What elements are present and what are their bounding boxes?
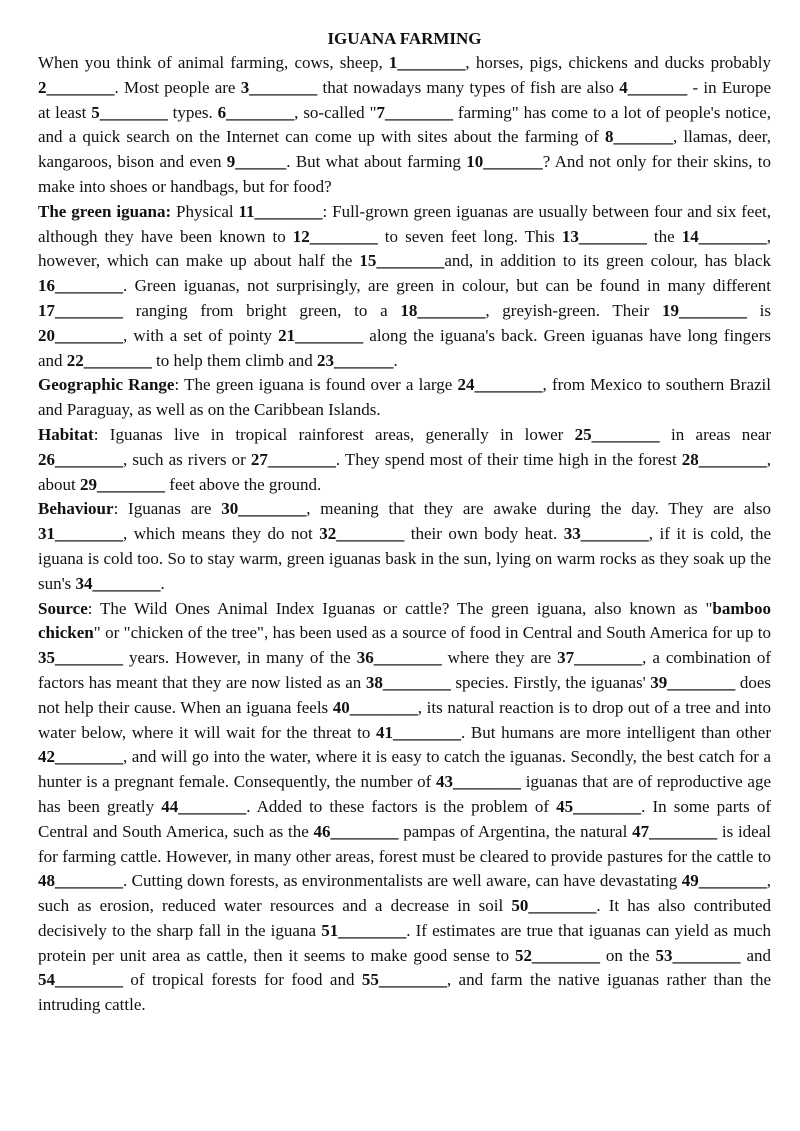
text-run: , if it is cold, the iguana is cold too. So to stay warm, green iguanas bask in the sun, lying on warm rocks as they soak up the sun's bbox=[38, 524, 771, 593]
blank-5: 5________ bbox=[91, 102, 168, 122]
bold-text: bamboo chicken bbox=[38, 598, 771, 643]
blank-45: 45________ bbox=[556, 796, 642, 816]
text-run: where they are bbox=[441, 648, 558, 668]
blank-11: 11________ bbox=[238, 201, 323, 221]
blank-20: 20________ bbox=[38, 325, 123, 345]
paragraph-source bbox=[38, 597, 771, 1019]
blank-55: 55________ bbox=[361, 970, 447, 990]
blank-8: 8_______ bbox=[604, 127, 673, 147]
blank-1: 1________ bbox=[388, 53, 466, 72]
blank-35: 35________ bbox=[38, 648, 123, 668]
paragraph-intro bbox=[38, 51, 771, 200]
blank-17: 17________ bbox=[38, 300, 123, 320]
text-run: : Iguanas are bbox=[113, 499, 222, 519]
blank-51: 51________ bbox=[321, 920, 407, 940]
blank-50: 50________ bbox=[511, 896, 597, 916]
text-run: , horses, pigs, chickens and ducks probably bbox=[465, 53, 771, 72]
text-run: to help them climb and bbox=[151, 350, 318, 370]
blank-13: 13________ bbox=[561, 226, 647, 246]
text-run: does not help their cause. When an iguana feels bbox=[38, 672, 771, 717]
blank-26: 26________ bbox=[38, 449, 123, 469]
text-run: and bbox=[740, 945, 771, 965]
blank-49: 49________ bbox=[681, 871, 767, 891]
text-run: the bbox=[646, 226, 682, 246]
text-run: , with a set of pointy bbox=[123, 325, 279, 345]
text-run: , which means they do not bbox=[123, 524, 320, 544]
text-run: their own body heat. bbox=[404, 524, 564, 544]
text-run: feet above the ground. bbox=[165, 474, 322, 494]
text-run: . bbox=[160, 573, 165, 593]
text-run: . But humans are more intelligent than other bbox=[461, 722, 771, 742]
text-run: , such as erosion, reduced water resources and a decrease in soil bbox=[38, 871, 771, 916]
blank-36: 36________ bbox=[356, 648, 442, 668]
paragraph-green-iguana bbox=[38, 200, 771, 374]
text-run: is bbox=[746, 300, 772, 320]
text-run: . Most people are bbox=[114, 77, 241, 97]
text-run: . Added to these factors is the problem of bbox=[246, 796, 557, 816]
text-run: types. bbox=[167, 102, 218, 122]
text-run: : The green iguana is found over a large bbox=[174, 375, 458, 395]
text-run: , about bbox=[38, 449, 771, 494]
blank-25: 25________ bbox=[574, 424, 660, 444]
blank-7: 7________ bbox=[376, 102, 454, 122]
text-run: , however, which can make up about half the bbox=[38, 226, 771, 271]
blank-14: 14________ bbox=[681, 226, 767, 246]
text-run: along the iguana's back. Green iguanas have long fingers and bbox=[38, 325, 771, 370]
blank-44: 44________ bbox=[161, 796, 247, 816]
blank-38: 38________ bbox=[365, 672, 451, 692]
blank-37: 37________ bbox=[557, 648, 643, 668]
text-run: , from Mexico to southern Brazil and Paraguay, as well as on the Caribbean Islands. bbox=[38, 375, 771, 420]
text-run: , so-called " bbox=[294, 102, 377, 122]
blank-53: 53________ bbox=[655, 945, 741, 965]
text-run: - in Europe at least bbox=[38, 77, 771, 122]
text-run: farming" has come to a lot of people's notice, and a quick search on the Internet can come up with sites about the farming of bbox=[38, 102, 772, 147]
blank-52: 52________ bbox=[515, 945, 600, 965]
bold-text: The green iguana: bbox=[38, 201, 172, 221]
text-run: , such as rivers or bbox=[123, 449, 251, 469]
text-run: , and will go into the water, where it is easy to catch the iguanas. Secondly, the best catch for a hunter is a pregnant female. Consequently, the number of bbox=[38, 747, 771, 792]
text-run: . They spend most of their time high in the forest bbox=[335, 449, 682, 469]
text-run: , a combination of factors has meant that they are now listed as an bbox=[38, 648, 771, 692]
text-run: Physical bbox=[171, 201, 239, 221]
blank-47: 47________ bbox=[632, 821, 718, 841]
text-run: . But what about farming bbox=[286, 152, 467, 172]
text-run: on the bbox=[600, 945, 656, 965]
text-run: : Iguanas live in tropical rainforest areas, generally in lower bbox=[93, 424, 575, 444]
text-run: ? And not only for their skins, to make into shoes or handbags, but for food? bbox=[38, 152, 772, 196]
text-run: of tropical forests for food and bbox=[123, 970, 362, 990]
text-run: , meaning that they are awake during the day. They are also bbox=[306, 499, 771, 519]
text-run: . In some parts of Central and South America, such as the bbox=[38, 796, 771, 841]
text-run: pampas of Argentina, the natural bbox=[398, 821, 633, 841]
text-run: is ideal for farming cattle. However, in many other areas, forest must be cleared to provide pastures for the cattle to bbox=[38, 821, 771, 866]
bold-text: Source bbox=[38, 598, 88, 618]
blank-39: 39________ bbox=[650, 672, 736, 692]
blank-23: 23_______ bbox=[317, 350, 394, 370]
blank-43: 43________ bbox=[436, 772, 522, 792]
text-run: . bbox=[393, 350, 398, 370]
blank-3: 3________ bbox=[240, 77, 318, 97]
blank-31: 31________ bbox=[38, 524, 123, 544]
blank-46: 46________ bbox=[313, 821, 399, 841]
text-run: : The Wild Ones Animal Index Iguanas or cattle? The green iguana, also known as " bbox=[87, 598, 713, 618]
blank-6: 6________ bbox=[217, 102, 295, 122]
blank-54: 54________ bbox=[38, 970, 123, 990]
bold-text: Habitat bbox=[38, 424, 94, 444]
blank-22: 22________ bbox=[66, 350, 152, 370]
text-run: . Green iguanas, not surprisingly, are green in colour, but can be found in many different bbox=[123, 276, 771, 296]
text-run: , its natural reaction is to drop out of a tree and into water below, where it will wait for the threat to bbox=[38, 697, 771, 742]
text-run: to seven feet long. This bbox=[377, 226, 562, 246]
blank-18: 18________ bbox=[400, 300, 486, 320]
document-body bbox=[38, 51, 771, 1018]
text-run: : Full-grown green iguanas are usually between four and six feet, although they have been known to bbox=[38, 201, 771, 246]
blank-24: 24________ bbox=[457, 375, 543, 395]
blank-15: 15________ bbox=[359, 251, 445, 271]
text-run: , llamas, deer, kangaroos, bison and even bbox=[38, 127, 772, 172]
blank-32: 32________ bbox=[319, 524, 405, 544]
paragraph-habitat bbox=[38, 423, 771, 497]
blank-19: 19________ bbox=[661, 300, 747, 320]
text-run: When you think of animal farming, cows, sheep, bbox=[38, 53, 389, 72]
blank-41: 41________ bbox=[376, 722, 462, 742]
text-run: . If estimates are true that iguanas can yield as much protein per unit area as cattle, then it seems to make good sense to bbox=[38, 920, 771, 965]
text-run: and, in addition to its green colour, has black bbox=[444, 251, 772, 271]
blank-40: 40________ bbox=[332, 697, 418, 717]
text-run: " or "chicken of the tree", has been used as a source of food in Central and South America for up to bbox=[93, 623, 771, 643]
blank-12: 12________ bbox=[292, 226, 378, 246]
blank-2: 2________ bbox=[38, 77, 115, 97]
text-run: , greyish-green. Their bbox=[485, 300, 662, 320]
blank-33: 33________ bbox=[563, 524, 649, 544]
blank-10: 10_______ bbox=[466, 152, 543, 172]
blank-21: 21________ bbox=[278, 325, 364, 345]
blank-27: 27________ bbox=[250, 449, 336, 469]
blank-42: 42________ bbox=[38, 747, 123, 767]
blank-30: 30________ bbox=[221, 499, 307, 519]
text-run: years. However, in many of the bbox=[123, 648, 357, 668]
bold-text: Behaviour bbox=[38, 499, 114, 519]
text-run: iguanas that are of reproductive age has been greatly bbox=[38, 772, 771, 816]
blank-4: 4_______ bbox=[619, 77, 688, 97]
blank-34: 34________ bbox=[75, 573, 161, 593]
text-run: . It has also contributed decisively to the sharp fall in the iguana bbox=[38, 896, 771, 940]
blank-48: 48________ bbox=[38, 871, 123, 891]
text-run: ranging from bright green, to a bbox=[123, 300, 401, 320]
text-run: that nowadays many types of fish are also bbox=[317, 77, 620, 97]
text-run: , and farm the native iguanas rather than the intruding cattle. bbox=[38, 970, 771, 1015]
paragraph-geographic-range bbox=[38, 373, 771, 423]
document-title: IGUANA FARMING bbox=[327, 29, 482, 48]
bold-text: Geographic Range bbox=[38, 375, 175, 395]
text-run: species. Firstly, the iguanas' bbox=[450, 672, 651, 692]
text-run: . Cutting down forests, as environmentalists are well aware, can have devastating bbox=[123, 871, 682, 891]
blank-29: 29________ bbox=[80, 474, 166, 494]
blank-16: 16________ bbox=[38, 276, 123, 296]
blank-28: 28________ bbox=[681, 449, 767, 469]
paragraph-behaviour bbox=[38, 497, 771, 596]
blank-9: 9______ bbox=[226, 152, 287, 172]
text-run: in areas near bbox=[659, 424, 772, 444]
